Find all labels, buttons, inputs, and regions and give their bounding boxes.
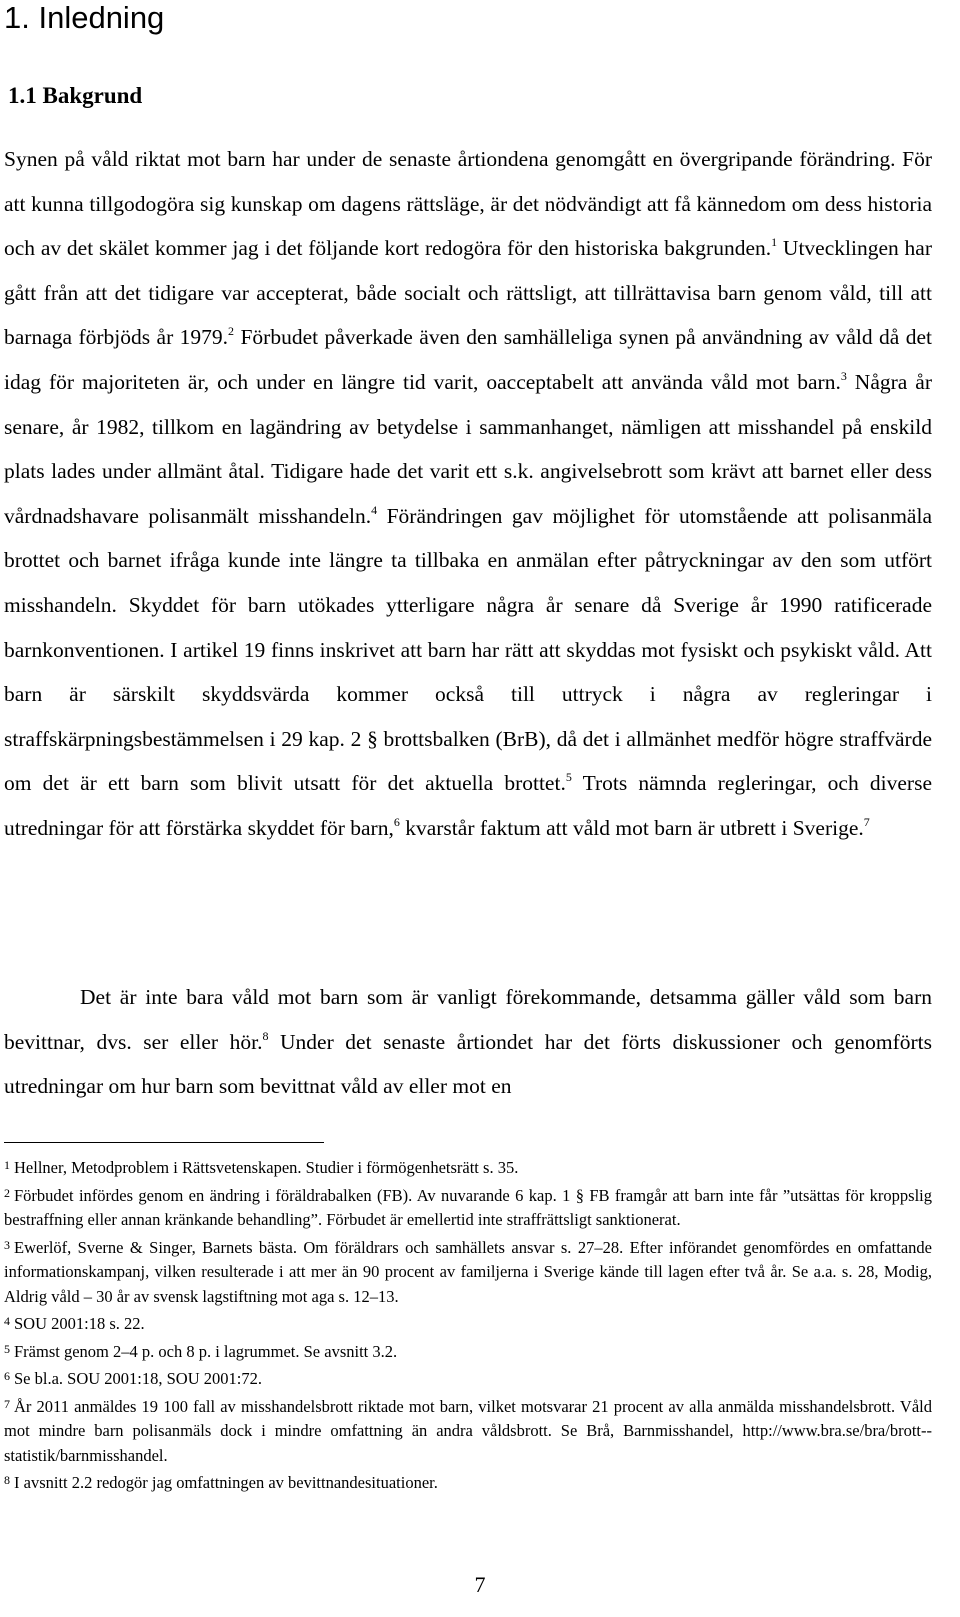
footnotes <box>4 1153 932 1496</box>
footnote-8 <box>4 1468 932 1496</box>
footnote-number: 7 <box>4 1396 10 1411</box>
text-run: Förbudet påverkade även den samhälleliga synen på användning av våld då det idag för majoriteten är, och under en längre tid varit, oacceptabelt att använda våld mot barn. <box>4 325 932 394</box>
text-run: Under det senaste årtiondet har det förts diskussioner och genomförts utredningar om hur barn som bevittnat våld av eller mot en <box>4 1029 933 1099</box>
text-run: Några år senare, år 1982, tillkom en lagändring av betydelse i sammanhanget, nämligen att misshandel på enskild plats lades under allmänt åtal. Tidigare hade det varit ett s.k. angivelsebrott som krävt att barnet eller dess vårdnadshavare polisanmält misshandeln. <box>4 369 932 528</box>
footnote-number: 2 <box>4 1185 10 1200</box>
text-run: Synen på våld riktat mot barn har under de senaste årtiondena genomgått en övergripande förändring. För att kunna tillgodogöra sig kunskap om dagens rättsläge, är det nödvändigt att få kännedom om dess historia och av det skälet kommer jag i det följande kort redogöra för den historiska bakgrunden. <box>4 147 932 261</box>
footnote-text: Se bl.a. SOU 2001:18, SOU 2001:72. <box>14 1369 262 1388</box>
footnote-4 <box>4 1309 932 1337</box>
body-paragraph-2 <box>4 975 932 1109</box>
footnote-ref-6[interactable]: 6 <box>393 814 400 829</box>
footnote-1 <box>4 1153 932 1181</box>
footnote-7 <box>4 1392 932 1469</box>
footnote-separator <box>4 1142 324 1143</box>
footnote-number: 5 <box>4 1341 10 1356</box>
page-number: 7 <box>474 1572 486 1597</box>
footnote-number: 1 <box>4 1158 10 1172</box>
footnote-5 <box>4 1337 932 1365</box>
body-paragraph-1 <box>4 137 932 851</box>
footnote-text: Hellner, Metodproblem i Rättsvetenskapen. Studier i förmögenhetsrätt s. 35. <box>14 1158 519 1177</box>
footnote-2 <box>4 1181 932 1233</box>
footnote-3 <box>4 1233 932 1310</box>
footnote-ref-4[interactable]: 4 <box>371 502 378 517</box>
footnote-number: 3 <box>4 1237 10 1252</box>
section-heading: 1.1 Bakgrund <box>8 83 143 108</box>
text-run: kvarstår faktum att våld mot barn är utbrett i Sverige. <box>399 815 864 840</box>
footnote-text: År 2011 anmäldes 19 100 fall av misshandelsbrott riktade mot barn, vilket motsvarar 21 procent av alla anmälda misshandelsbrott. Våld mot mindre barn polisanmäls dock i mindre omfattning än andra våldsbrott. Se Brå, Barnmisshandel, http://www.bra.se/bra/brott--statistik/barnmisshandel. <box>4 1396 932 1465</box>
chapter-heading: 1. Inledning <box>4 0 165 35</box>
footnote-ref-5[interactable]: 5 <box>565 770 572 785</box>
text-run: Förändringen gav möjlighet för utomstående att polisanmäla brottet och barnet ifråga kunde inte längre ta tillbaka en anmälan efter påtryckningar av den som utfört misshandeln. Skyddet för barn utökades ytterligare några år senare då Sverige år 1990 ratificerade barnkonventionen. I artikel 19 finns inskrivet att barn har rätt att skyddas mot fysiskt och psykiskt våld. Att barn är särskilt skyddsvärda kommer också till uttryck i några av regleringar i straffskärpningsbestämmelsen i 29 kap. 2 § brottsbalken (BrB), då det i allmänhet medför högre straffvärde om det är ett barn som blivit utsatt för det aktuella brottet. <box>4 503 932 796</box>
footnote-ref-2[interactable]: 2 <box>228 324 235 339</box>
footnote-text: I avsnitt 2.2 redogör jag omfattningen av bevittnandesituationer. <box>14 1473 438 1492</box>
text-run: Det är inte bara våld mot barn som är vanligt förekommande, detsamma gäller våld som barn bevittnar, dvs. ser eller hör. <box>4 985 932 1054</box>
footnote-ref-3[interactable]: 3 <box>840 368 847 383</box>
footnote-6 <box>4 1364 932 1392</box>
footnote-number: 4 <box>4 1314 10 1328</box>
footnote-text: Ewerlöf, Sverne & Singer, Barnets bästa. Om föräldrars och samhällets ansvar s. 27–28. Efter införandet genomfördes en omfattande informationskampanj, vilken resulterade i att mer än 90 procent av familjerna i Sverige kände till lagen efter två år. Se a.a. s. 28, Modig, Aldrig våld – 30 år av svensk lagstiftning mot aga s. 12–13. <box>4 1237 932 1306</box>
footnote-text: SOU 2001:18 s. 22. <box>14 1314 145 1333</box>
footnote-ref-8[interactable]: 8 <box>262 1028 269 1043</box>
footnote-number: 8 <box>4 1473 10 1487</box>
footnote-text: Främst genom 2–4 p. och 8 p. i lagrummet. Se avsnitt 3.2. <box>14 1341 398 1361</box>
text-run: Utvecklingen har gått från att det tidigare var accepterat, både socialt och rättsligt, att tillrättavisa barn genom våld, till att barnaga förbjöds år 1979. <box>4 236 932 350</box>
footnote-number: 6 <box>4 1369 10 1383</box>
footnote-ref-7[interactable]: 7 <box>863 814 870 829</box>
footnote-ref-1[interactable]: 1 <box>771 235 778 250</box>
text-run: Trots nämnda regleringar, och diverse utredningar för att förstärka skyddet för barn, <box>4 771 932 840</box>
footnote-text: Förbudet infördes genom en ändring i föräldrabalken (FB). Av nuvarande 6 kap. 1 § FB framgår att barn inte får ”utsättas för kroppslig bestraffning eller annan kränkande behandling”. Förbudet är emellertid inte straffrättsligt sanktionerat. <box>4 1185 932 1229</box>
